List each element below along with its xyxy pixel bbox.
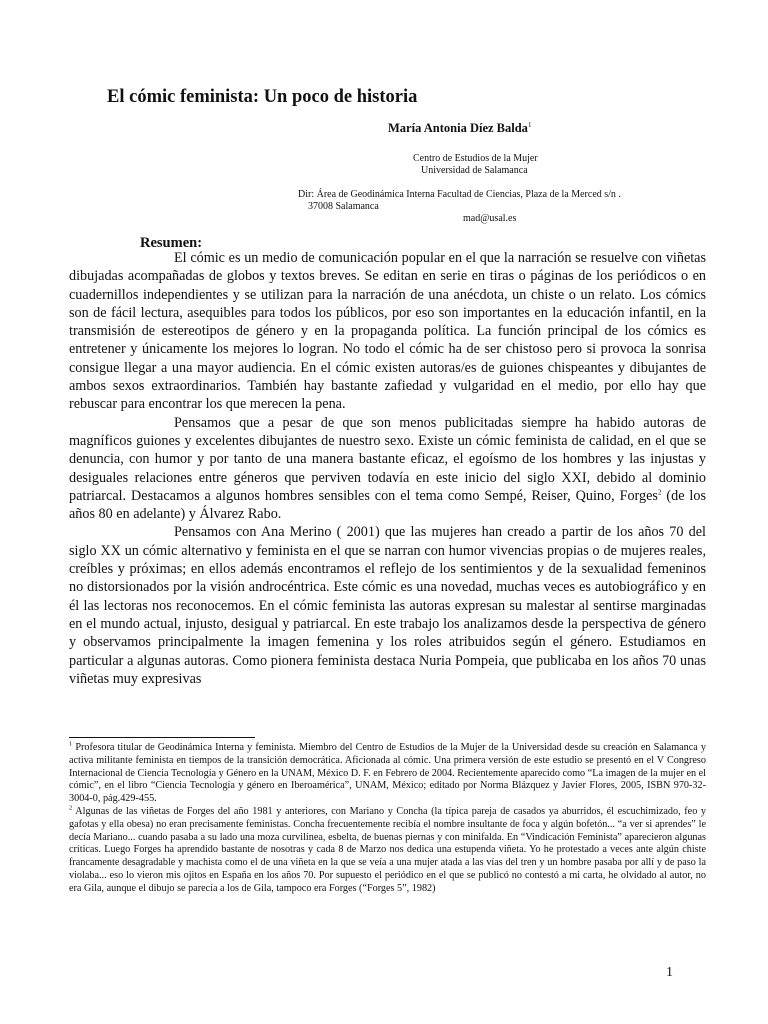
- footnote-2: [69, 806, 706, 896]
- affiliation-postcode: 37008 Salamanca: [308, 201, 379, 212]
- footnote-2-mark: 2: [69, 804, 73, 812]
- affiliation-email: mad@usal.es: [463, 213, 517, 224]
- paragraph-2-text-a: Pensamos que a pesar de que son menos publicitadas siempre ha habido autoras de magníficos guiones y excelentes dibujantes de nuestro sexo. Existe un cómic feminista de calidad, en el que se denuncia, con humor y por tanto de una manera bastante eficaz, el egoísmo de los hombres y las injustas y desiguales relaciones entre géneros que perviven todavía en este inicio del siglo XXI, debido al dominio patriarcal. Destacamos a algunos hombres sensibles con el tema como Sempé, Reiser, Quino, Forges: [69, 414, 706, 504]
- footnote-1-mark: 1: [69, 740, 73, 748]
- footnotes: [69, 742, 706, 896]
- footnote-1-text: Profesora titular de Geodinámica Interna y feminista. Miembro del Centro de Estudios de la Mujer de la Universidad desde su creación en Salamanca y activa militante feminista en tiempos de la transición democrática. Aficionada al cómic. Una primera versión de este estudio se presentó en el V Congreso Internacional de Ciencia Tecnología y Género en la UNAM, México D. F. en Febrero de 2004. Recientemente aparecido como “La imagen de la mujer en el cómic”, en el libro “Ciencia Tecnología y género en Iberoamérica”, UNAM, México; editado por Norma Blázquez y Javier Flores, 2005, ISBN 970-32-3004-0, pág.429-455.: [69, 742, 706, 805]
- footnote-2-text: Algunas de las viñetas de Forges del año 1981 y anteriores, con Mariano y Concha (la típica pareja de casados ya aburridos, él escuchimizado, feo y gafotas y ella obesa) no eran precisamente feministas. Concha frecuentemente recibía el nombre insultante de foca y algún bofetón... “a ver si aprendes” le decía Mariano... cuando pasaba a su lado una moza curvilínea, esbelta, de buenas piernas y con minifalda. En “Vindicación Feminista” aparecieron algunas críticas. Luego Forges ha aprendido bastante de nosotras y cada 8 de Marzo nos dedica una estupenda viñeta. Yo he protestado a veces ante algún chiste francamente desagradable y machista como el de una viñeta en la que se veía a una mujer atada a las vías del tren y un hombre pasaba por allí y de paso la violaba... eso lo vieron mis ojitos en España en los años 70. Por supuesto el periódico en el que se publicó no contestó a mi carta, he olvidado al autor, no era Gila, aunque el dibujo se parecía a los de Gila, tampoco era Forges (“Forges 5”, 1982): [69, 805, 706, 894]
- footnote-1: [69, 742, 706, 806]
- author-footnote-mark: 1: [527, 121, 532, 129]
- author-line: [388, 121, 531, 136]
- paragraph-1: El cómic es un medio de comunicación popular en el que la narración se resuelve con viñetas dibujadas acompañadas de globos y textos breves. Se editan en serie en tiras o páginas de los periódicos o en cuadernillos independientes y se utilizan para la narración de una anécdota, un chiste o un relato. Los cómics son de fácil lectura, asequibles para todos los públicos, por eso son importantes en la educación infantil, en la transmisión de estereotipos de género y en la propaganda política. La función principal de los cómics es entretener y únicamente los mejores lo logran. No todo el cómic ha de ser chistoso pero si provoca la sonrisa consigue llegar a una mayor audiencia. En el cómic existen autoras/es de guiones chispeantes y dibujantes de ambos sexos extraordinarios. También hay bastante zafiedad y vulgaridad en el medio, por ello hay que rebuscar para encontrar los que merecen la pena.: [69, 250, 706, 413]
- affiliation-address: Dir: Área de Geodinámica Interna Facultad de Ciencias, Plaza de la Merced s/n .: [298, 189, 621, 200]
- paragraph-2: [69, 414, 706, 524]
- page-number: 1: [666, 965, 673, 980]
- paragraph-2-text-b: (de los años 80 en adelante) y Álvarez Rabo.: [69, 487, 706, 523]
- affiliation-university: Universidad de Salamanca: [421, 165, 528, 176]
- abstract-heading: Resumen:: [140, 235, 203, 251]
- paper-title: El cómic feminista: Un poco de historia: [107, 87, 418, 107]
- footnote-separator: [69, 737, 255, 738]
- footnote-ref-2: 2: [657, 488, 662, 497]
- abstract-body: [69, 249, 706, 688]
- paragraph-3: Pensamos con Ana Merino ( 2001) que las mujeres han creado a partir de los años 70 del siglo XX un cómic alternativo y feminista en el que se narran con humor vivencias propias o de mujeres reales, creíbles y próximas; en ellos además encontramos el reflejo de los sentimientos y de la sexualidad femeninos no distorsionados por la visión androcéntrica. Este cómic es una novedad, muchas veces es autobiográfico y en él las lectoras nos reconocemos. En el cómic feminista las autoras expresan su malestar al sentirse marginadas en el mundo actual, injusto, desigual y patriarcal. En este trabajo los analizamos desde la perspectiva de género y observamos principalmente la imagen femenina y los roles atribuidos según el género. Estudiamos en particular a algunas autoras. Como pionera feminista destaca Nuria Pompeia, que publicaba en los años 70 unas viñetas muy expresivas: [69, 524, 706, 687]
- affiliation-center: Centro de Estudios de la Mujer: [413, 153, 538, 164]
- author-name: María Antonia Díez Balda: [388, 121, 528, 136]
